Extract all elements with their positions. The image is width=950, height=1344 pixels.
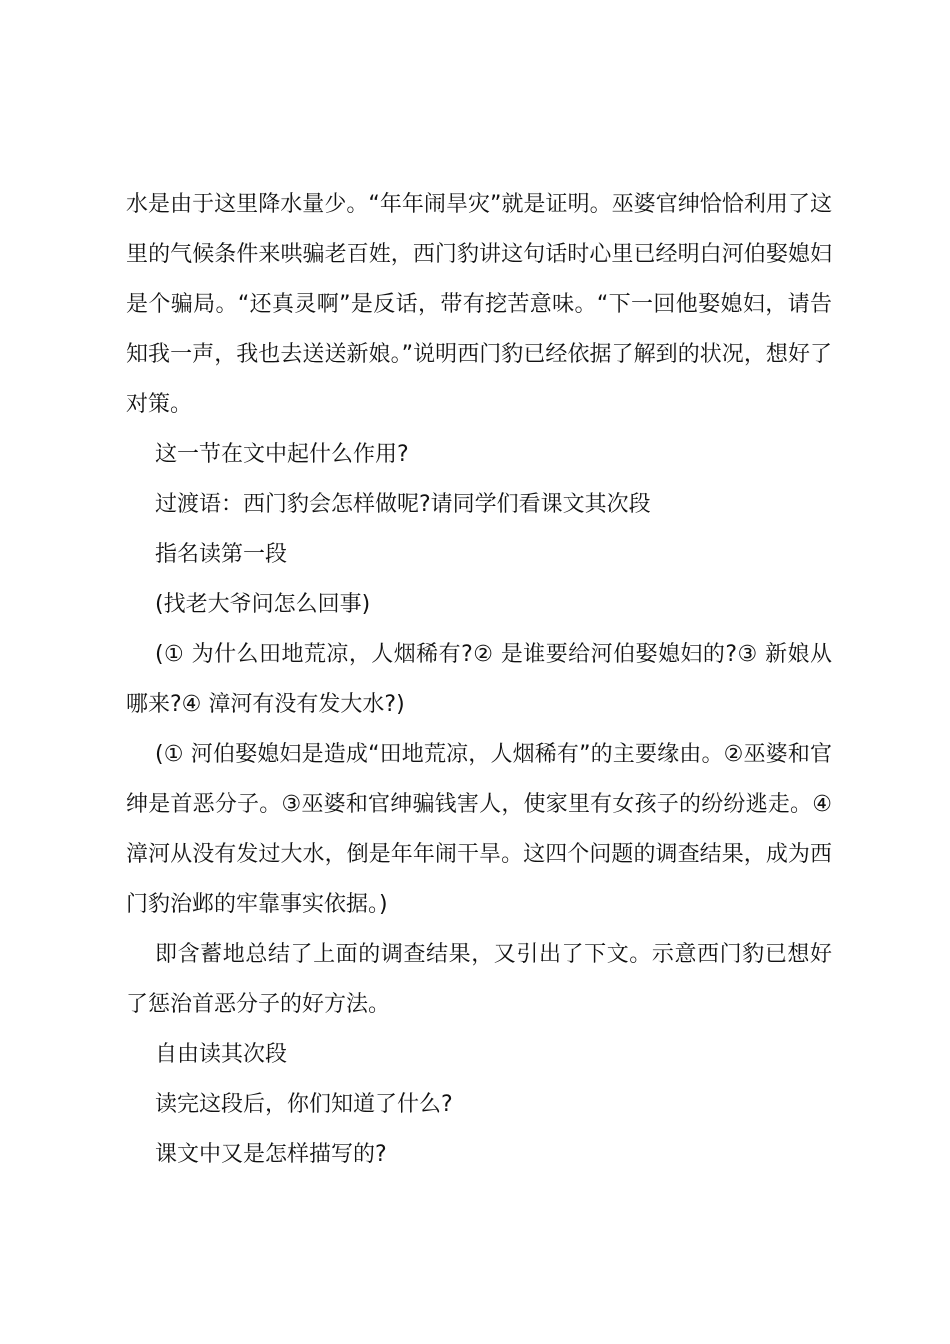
paragraph-2: 这一节在文中起什么作用? xyxy=(155,442,409,467)
document-body xyxy=(126,180,832,1180)
paragraph-1: 水是由于这里降水量少。“年年闹旱灾”就是证明。巫婆官绅恰恰利用了这里的气候条件来哄骗老百姓，西门豹讲这句话时心里已经明白河伯娶媳妇是个骗局。“还真灵啊”是反话，带有挖苦意味。“下一回他娶媳妇，请告知我一声，我也去送送新娘。”说明西门豹已经依据了解到的状况，想好了对策。 xyxy=(126,192,832,417)
paragraph-5: (找老大爷问怎么回事) xyxy=(155,592,371,617)
paragraph-10: 读完这段后，你们知道了什么? xyxy=(155,1092,453,1117)
paragraph-3: 过渡语：西门豹会怎样做呢?请同学们看课文其次段 xyxy=(155,492,651,517)
paragraph-9: 自由读其次段 xyxy=(155,1042,288,1067)
paragraph-6: (① 为什么田地荒凉，人烟稀有?② 是谁要给河伯娶媳妇的?③ 新娘从哪来?④ 漳河有没有发大水?) xyxy=(126,642,832,717)
paragraph-11: 课文中又是怎样描写的? xyxy=(155,1142,387,1167)
paragraph-8: 即含蓄地总结了上面的调查结果，又引出了下文。示意西门豹已想好了惩治首恶分子的好方法。 xyxy=(126,942,832,1017)
paragraph-7: (① 河伯娶媳妇是造成“田地荒凉，人烟稀有”的主要缘由。②巫婆和官绅是首恶分子。③巫婆和官绅骗钱害人，使家里有女孩子的纷纷逃走。④漳河从没有发过大水，倒是年年闹干旱。这四个问题的调查结果，成为西门豹治邺的牢靠事实依据。) xyxy=(126,742,832,917)
paragraph-4: 指名读第一段 xyxy=(155,542,288,567)
